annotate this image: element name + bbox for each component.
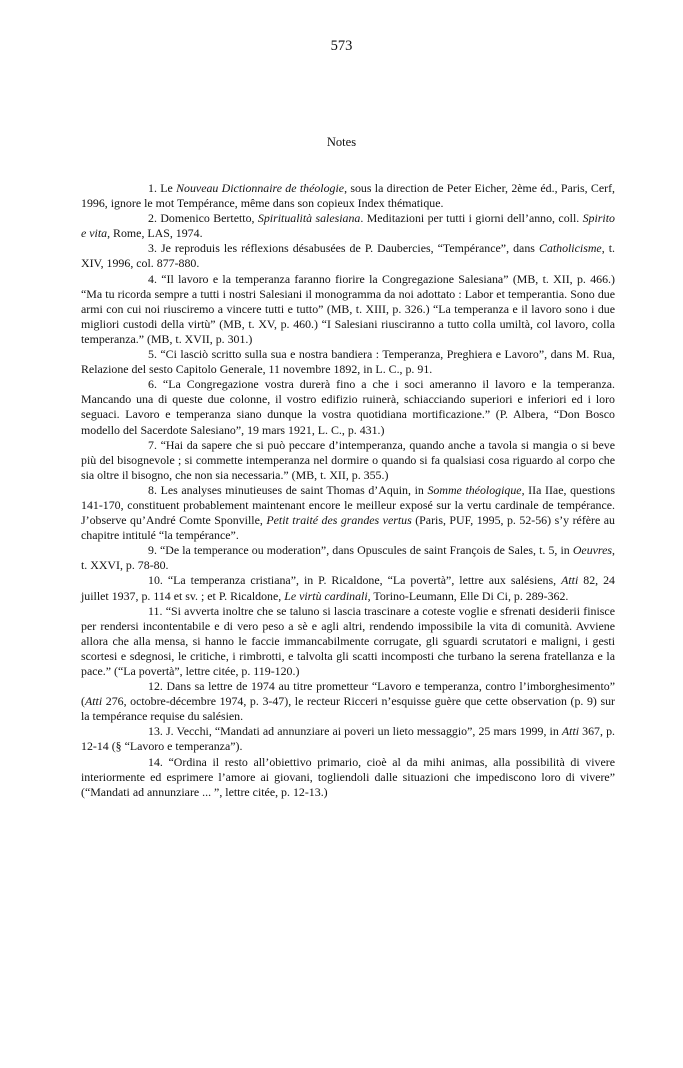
footnote-text: 82, 24 juillet 1937, p. 114 et sv. ; et P. Ricaldone, — [81, 573, 615, 603]
footnote-number: 9. — [148, 543, 157, 558]
footnote-number: 14. — [148, 754, 163, 769]
footnote-text: , t. XXVI, p. 78-80. — [81, 543, 615, 573]
footnote-number: 11. — [148, 603, 163, 618]
footnote-text: “Il lavoro e la temperanza faranno fiorire la Congregazione Salesiana” (MB, t. XII, p. 466.) “Ma tu ricorda sempre a tutti i nostri Salesiani il monogramma da noi adottato : Labor et temperantia. Sono due armi con cui noi riusciremo a vincere tutti e tutto” (MB, t. XIII, p. 326.) “La temperanza e il lavoro sono i due migliori custodi della virtù” (MB, t. XV, p. 460.) “I Salesiani riusciranno a tutto colla umiltà, col lavoro, colla temperanza.” (MB, t. XVII, p. 301.) — [81, 271, 615, 346]
footnote-number: 12. — [148, 679, 163, 694]
footnote-italic-text: Atti — [84, 694, 103, 709]
footnote — [81, 377, 615, 437]
footnote — [81, 724, 615, 754]
footnote-number: 10. — [148, 573, 163, 588]
footnote-text: Le — [160, 181, 177, 195]
footnote-italic-text: Catholicisme — [538, 241, 602, 256]
footnote — [81, 755, 615, 800]
footnote-italic-text: Atti — [561, 573, 579, 588]
footnote-number: 3. — [148, 241, 157, 256]
footnote-italic-text: Spirito e vita — [81, 211, 615, 241]
footnote-text: , Rome, LAS, 1974. — [107, 226, 203, 241]
footnote — [81, 438, 615, 483]
footnote-italic-text: Oeuvres — [572, 543, 613, 558]
footnote-number: 7. — [148, 437, 157, 452]
footnote-number: 2. — [148, 211, 157, 226]
page-number: 573 — [330, 38, 353, 54]
footnote-text: , sous la direction de Peter Eicher, 2ème éd., Paris, Cerf, 1996, ignore le mot Tempérance, même dans son copieux Index thématique. — [81, 181, 616, 211]
footnote — [81, 679, 615, 724]
footnote — [81, 483, 615, 543]
footnote-text: . Meditazioni per tutti i giorni dell’anno, coll. — [360, 211, 583, 226]
footnote-text: Dans sa lettre de 1974 au titre prometteur “Lavoro e temperanza, contro l’imborghesimento” ( — [81, 679, 615, 709]
footnote — [81, 604, 615, 679]
footnote-number: 5. — [148, 347, 157, 362]
footnote-number: 4. — [148, 271, 157, 286]
footnote-number: 6. — [148, 377, 157, 392]
footnote-text: Je reproduis les réflexions désabusées de P. Daubercies, “Tempérance”, dans — [160, 241, 539, 256]
footnote-text: Torino-Leumann, Elle Di Ci, p. 289-362. — [370, 588, 569, 603]
footnote-italic-text: Atti — [561, 724, 580, 739]
footnote — [81, 543, 615, 573]
footnote-text: , IIa IIae, questions 141-170, constituent probablement maintenant encore le meilleur exposé sur la vertu cardinale de tempérance. J’observe qu’André Comte Sponville, — [81, 482, 615, 528]
footnote-text: Les analyses minutieuses de saint Thomas d’Aquin, in — [160, 482, 428, 497]
footnote — [81, 347, 615, 377]
footnote-text: J. Vecchi, “Mandati ad annunziare ai poveri un lieto messaggio”, 25 mars 1999, in — [165, 724, 562, 739]
footnote-text: “Hai da sapere che si può peccare d’intemperanza, quando anche a tavola si mangia o si beve più del bisognevole ; si commette intemperanza nel dormire o quando si fa qualsiasi cosa riguardo al corpo che sia oltre il bisogno, che non sia necessaria.” (MB, t. XII, p. 355.) — [81, 437, 615, 482]
footnote-text: (Paris, PUF, 1995, p. 52-56) s’y réfère au chapitre intitulé “la tempérance”. — [81, 513, 616, 543]
footnote-italic-text: Le virtù cardinali, — [284, 588, 371, 603]
footnote-text: , t. XIV, 1996, col. 877-880. — [81, 241, 615, 271]
footnote-text: 276, octobre-décembre 1974, p. 3-47), le recteur Ricceri n’esquisse guère que cette observation (p. 9) sur la tempérance requise du salésien. — [81, 694, 615, 724]
notes-list — [81, 181, 615, 800]
footnote-italic-text: Nouveau Dictionnaire de théologie — [176, 181, 345, 195]
footnote-text: “Si avverta inoltre che se taluno si lascia trascinare a coteste voglie e sfrenati desiderii finisce per rendersi incontentabile e di vero peso a sè e agli altri, rendendo impossibile la vita di comunità. Avviene allora che alla mensa, si hanno le faccie immancabilmente corrugate, gli sguardi scrutatori e maligni, i gesti scortesi e sdegnosi, le critiche, i rimbrotti, e talvolta gli scatti incomposti che turbano la serena fratellanza e la pace.” (“La povertà”, lettre citée, p. 119-120.) — [81, 603, 615, 678]
footnote — [81, 181, 615, 211]
footnote — [81, 211, 615, 241]
footnote — [81, 573, 615, 603]
footnote-text: Domenico Bertetto, — [160, 211, 258, 226]
footnote-number: 1. — [148, 181, 157, 195]
footnote-text: “La Congregazione vostra durerà fino a che i soci ameranno il lavoro e la temperanza. Mancando una di queste due colonne, il vostro edifizio ruinerà, schiacciando superiori e inferiori ed i loro seguaci. Lavoro e temperanza siano dunque la vostra quotidiana mortificazione.” (P. Albera, “Don Bosco modello del Sacerdote Salesiano”, 19 mars 1921, L. C., p. 431.) — [81, 377, 615, 437]
footnote — [81, 241, 615, 271]
footnote-text: 367, p. 12-14 (§ “Lavoro e temperanza”). — [81, 724, 615, 754]
section-title: Notes — [326, 135, 357, 149]
footnote-text: “De la temperance ou moderation”, dans Opuscules de saint François de Sales, t. 5, in — [160, 543, 573, 558]
footnote-text: “Ci lasciò scritto sulla sua e nostra bandiera : Temperanza, Preghiera e Lavoro”, dans M. Rua, Relazione del sesto Capitolo Generale, 11 novembre 1892, in L. C., p. 91. — [81, 347, 615, 377]
footnote-italic-text: Petit traité des grandes vertus — [266, 513, 412, 528]
footnote-italic-text: Somme théologique — [427, 482, 522, 497]
footnote-text: “Ordina il resto all’obiettivo primario, cioè al da mihi animas, alla possibilità di vivere interiormente ed esprimere l’amore ai giovani, togliendoli dalle situazioni che impediscono loro di vivere” (“Mandati ad annunziare ... ”, lettre citée, p. 12-13.) — [81, 754, 616, 799]
footnote-italic-text: Spiritualità salesiana — [257, 211, 361, 226]
footnote-number: 13. — [148, 724, 163, 739]
footnote — [81, 272, 615, 347]
footnote-number: 8. — [148, 482, 157, 497]
footnote-text: “La temperanza cristiana”, in P. Ricaldone, “La povertà”, lettre aux salésiens, — [167, 573, 562, 588]
